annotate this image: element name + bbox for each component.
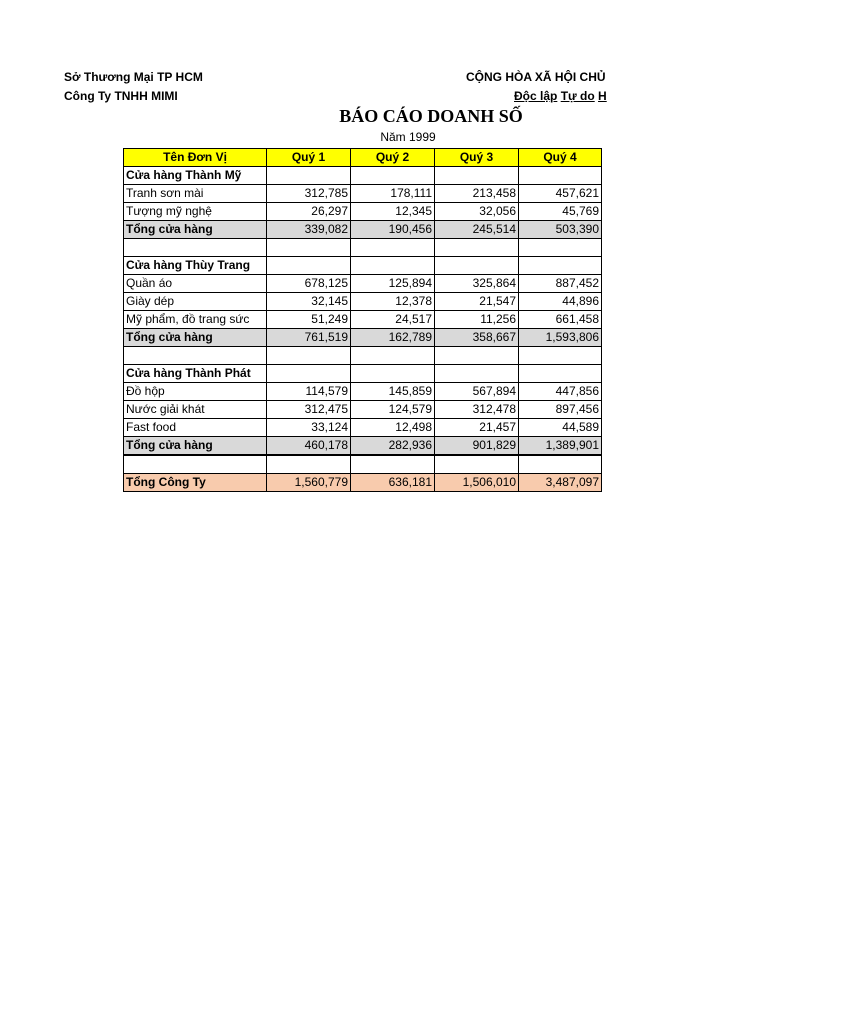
quarter-3-value: 312,478: [435, 401, 519, 419]
company-total-row: [124, 474, 602, 492]
store-total-row: [124, 329, 602, 347]
quarter-4-value: 45,769: [519, 203, 602, 221]
quarter-3-value: 567,894: [435, 383, 519, 401]
quarter-1-value: 33,124: [267, 419, 351, 437]
column-header-unit: Tên Đơn Vị: [124, 149, 267, 167]
table-row: [124, 401, 602, 419]
quarter-2-value: 12,345: [351, 203, 435, 221]
quarter-4-value: 447,856: [519, 383, 602, 401]
row-label: Đồ hộp: [124, 383, 267, 401]
national-title: CỘNG HÒA XÃ HỘI CHỦ: [466, 70, 606, 84]
store-name: Cửa hàng Thành Mỹ: [124, 167, 267, 185]
quarter-1-value: 312,475: [267, 401, 351, 419]
quarter-2-value: [351, 239, 435, 257]
row-label: Tổng cửa hàng: [124, 437, 267, 456]
quarter-4-value: 44,589: [519, 419, 602, 437]
quarter-2-value: [351, 347, 435, 365]
quarter-2-value: 145,859: [351, 383, 435, 401]
motto-part-1: Độc lập: [514, 89, 558, 103]
row-label: Tranh sơn mài: [124, 185, 267, 203]
table-row: [124, 185, 602, 203]
quarter-1-value: 51,249: [267, 311, 351, 329]
national-motto: [514, 89, 607, 103]
spacer-row: [124, 347, 602, 365]
table-row: [124, 275, 602, 293]
quarter-1-value: 460,178: [267, 437, 351, 456]
spacer-row: [124, 455, 602, 474]
column-header-q2: Quý 2: [351, 149, 435, 167]
row-label: Quần áo: [124, 275, 267, 293]
row-label: Giày dép: [124, 293, 267, 311]
quarter-2-value: 282,936: [351, 437, 435, 456]
sales-table: [123, 148, 602, 492]
quarter-3-value: [435, 239, 519, 257]
quarter-1-value: [267, 167, 351, 185]
quarter-2-value: 178,111: [351, 185, 435, 203]
quarter-4-value: 457,621: [519, 185, 602, 203]
quarter-3-value: 11,256: [435, 311, 519, 329]
store-total-row: [124, 437, 602, 456]
row-label: [124, 455, 267, 474]
quarter-1-value: 312,785: [267, 185, 351, 203]
organization-name: Sở Thương Mại TP HCM: [64, 70, 203, 84]
quarter-3-value: 325,864: [435, 275, 519, 293]
column-header-q3: Quý 3: [435, 149, 519, 167]
quarter-2-value: [351, 257, 435, 275]
quarter-3-value: [435, 455, 519, 474]
row-label: Nước giải khát: [124, 401, 267, 419]
quarter-1-value: [267, 257, 351, 275]
spacer-row: [124, 239, 602, 257]
quarter-2-value: [351, 455, 435, 474]
quarter-4-value: 44,896: [519, 293, 602, 311]
quarter-1-value: 32,145: [267, 293, 351, 311]
row-label: Tượng mỹ nghệ: [124, 203, 267, 221]
row-label: Tổng cửa hàng: [124, 329, 267, 347]
table-row: [124, 293, 602, 311]
quarter-4-value: 3,487,097: [519, 474, 602, 492]
quarter-1-value: 761,519: [267, 329, 351, 347]
store-group-row: [124, 167, 602, 185]
quarter-2-value: [351, 167, 435, 185]
quarter-4-value: 503,390: [519, 221, 602, 239]
quarter-2-value: 190,456: [351, 221, 435, 239]
column-header-q4: Quý 4: [519, 149, 602, 167]
quarter-4-value: [519, 257, 602, 275]
quarter-4-value: 897,456: [519, 401, 602, 419]
quarter-1-value: 114,579: [267, 383, 351, 401]
national-motto-block: [440, 70, 607, 106]
quarter-1-value: [267, 239, 351, 257]
quarter-4-value: 1,593,806: [519, 329, 602, 347]
quarter-3-value: 358,667: [435, 329, 519, 347]
quarter-3-value: 21,457: [435, 419, 519, 437]
quarter-3-value: [435, 347, 519, 365]
report-year: Năm 1999: [380, 130, 436, 144]
quarter-1-value: [267, 347, 351, 365]
column-header-q1: Quý 1: [267, 149, 351, 167]
row-label: [124, 347, 267, 365]
quarter-4-value: 661,458: [519, 311, 602, 329]
quarter-1-value: 26,297: [267, 203, 351, 221]
store-total-row: [124, 221, 602, 239]
table-row: [124, 383, 602, 401]
quarter-3-value: [435, 365, 519, 383]
table-header-row: [124, 149, 602, 167]
quarter-4-value: 887,452: [519, 275, 602, 293]
table-row: [124, 311, 602, 329]
quarter-4-value: [519, 455, 602, 474]
quarter-3-value: [435, 257, 519, 275]
quarter-1-value: 1,560,779: [267, 474, 351, 492]
quarter-3-value: [435, 167, 519, 185]
quarter-2-value: 12,378: [351, 293, 435, 311]
quarter-2-value: 12,498: [351, 419, 435, 437]
row-label: Mỹ phẩm, đồ trang sức: [124, 311, 267, 329]
quarter-3-value: 245,514: [435, 221, 519, 239]
report-title: BÁO CÁO DOANH SỐ: [339, 106, 523, 126]
quarter-2-value: 124,579: [351, 401, 435, 419]
quarter-1-value: [267, 455, 351, 474]
quarter-1-value: 678,125: [267, 275, 351, 293]
table-row: [124, 203, 602, 221]
quarter-3-value: 32,056: [435, 203, 519, 221]
quarter-1-value: 339,082: [267, 221, 351, 239]
quarter-4-value: 1,389,901: [519, 437, 602, 456]
row-label: Tổng Công Ty: [124, 474, 267, 492]
quarter-3-value: 901,829: [435, 437, 519, 456]
store-name: Cửa hàng Thùy Trang: [124, 257, 267, 275]
quarter-3-value: 21,547: [435, 293, 519, 311]
store-group-row: [124, 257, 602, 275]
quarter-2-value: 125,894: [351, 275, 435, 293]
store-name: Cửa hàng Thành Phát: [124, 365, 267, 383]
row-label: [124, 239, 267, 257]
quarter-4-value: [519, 239, 602, 257]
quarter-3-value: 1,506,010: [435, 474, 519, 492]
quarter-2-value: [351, 365, 435, 383]
table-row: [124, 419, 602, 437]
row-label: Fast food: [124, 419, 267, 437]
quarter-4-value: [519, 365, 602, 383]
quarter-4-value: [519, 167, 602, 185]
quarter-3-value: 213,458: [435, 185, 519, 203]
sales-table-body: [124, 167, 602, 492]
row-label: Tổng cửa hàng: [124, 221, 267, 239]
quarter-2-value: 24,517: [351, 311, 435, 329]
motto-part-2: Tự do: [560, 89, 595, 103]
quarter-4-value: [519, 347, 602, 365]
quarter-1-value: [267, 365, 351, 383]
quarter-2-value: 162,789: [351, 329, 435, 347]
motto-part-3: H: [598, 89, 607, 103]
company-name: Công Ty TNHH MIMI: [64, 89, 178, 103]
store-group-row: [124, 365, 602, 383]
quarter-2-value: 636,181: [351, 474, 435, 492]
